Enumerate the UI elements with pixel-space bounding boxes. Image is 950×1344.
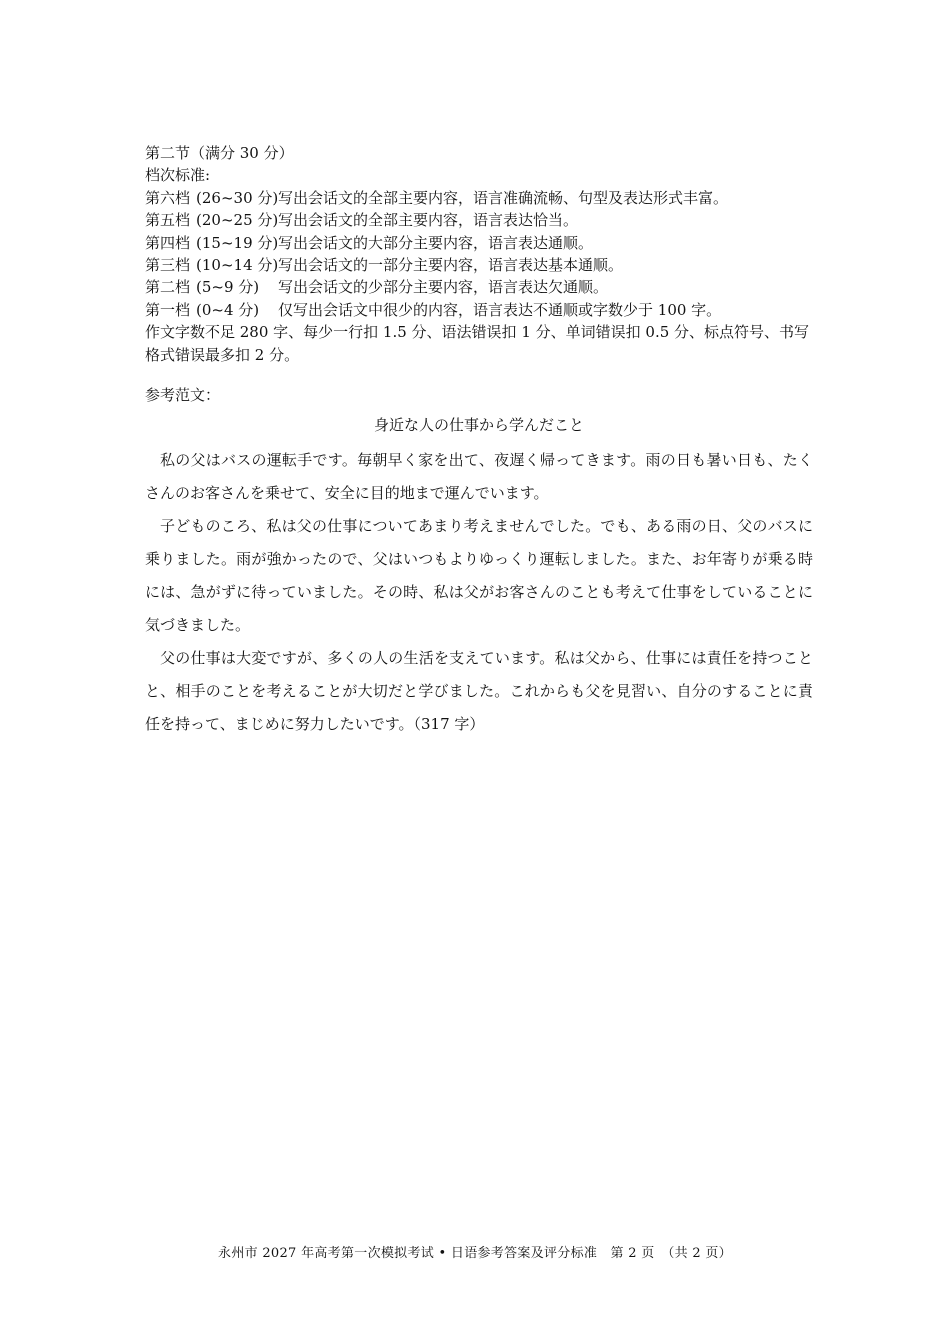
level-row	[145, 187, 813, 209]
deduction-note: 作文字数不足 280 字、每少一行扣 1.5 分、语法错误扣 1 分、单词错误扣 0.5 分、标点符号、书写格式错误最多扣 2 分。	[145, 323, 810, 364]
level-name: 第五档	[145, 211, 191, 230]
level-row	[145, 276, 813, 298]
level-name: 第六档	[145, 188, 191, 207]
level-score: (15~19 分)	[196, 233, 279, 252]
criteria-label: 档次标准:	[145, 166, 211, 185]
section-heading: 第二节（满分 30 分）	[145, 144, 294, 162]
level-row	[145, 232, 813, 254]
essay-paragraph: 父の仕事は大変ですが、多くの人の生活を支えています。私は父から、仕事には責任を持つことと、相手のことを考えることが大切だと学びました。これからも父を見習い、自分のすることに責任を持って、まじめに努力したいです。（317 字）	[145, 649, 813, 734]
level-description: 写出会话文的大部分主要内容，语言表达通顺。	[278, 233, 594, 252]
level-score: (0~4 分)	[196, 300, 260, 319]
level-name: 第四档	[145, 233, 191, 252]
level-score: (10~14 分)	[196, 256, 279, 275]
page-footer: 永州市 2027 年高考第一次模拟考试 • 日语参考答案及评分标准 第 2 页 （共 2 页）	[218, 1246, 732, 1261]
level-row	[145, 254, 813, 276]
grading-levels	[145, 187, 813, 321]
page-content	[145, 142, 813, 741]
level-name: 第三档	[145, 256, 191, 275]
level-description: 写出会话文的少部分主要内容，语言表达欠通顺。	[278, 278, 609, 297]
level-score: (20~25 分)	[196, 211, 279, 230]
level-description: 仅写出会话文中很少的内容，语言表达不通顺或字数少于 100 字。	[278, 300, 722, 319]
spacer	[145, 366, 813, 384]
essay-paragraph: 私の父はバスの運転手です。毎朝早く家を出て、夜遅く帰ってきます。雨の日も暑い日も、たくさんのお客さんを乗せて、安全に目的地まで運んでいます。	[145, 451, 813, 503]
level-score: (26~30 分)	[196, 188, 279, 207]
sample-label: 参考范文：	[145, 386, 221, 405]
level-description: 写出会话文的全部主要内容，语言准确流畅、句型及表达形式丰富。	[278, 188, 729, 207]
essay-body	[145, 444, 813, 741]
level-name: 第二档	[145, 278, 191, 297]
essay-paragraph: 子どものころ、私は父の仕事についてあまり考えませんでした。でも、ある雨の日、父のバスに乗りました。雨が強かったので、父はいつもよりゆっくり運転しました。また、お年寄りが乗る時には、急がずに待っていました。その時、私は父がお客さんのことも考えて仕事をしていることに気づきました。	[145, 517, 813, 635]
level-score: (5~9 分)	[196, 278, 260, 297]
essay-title: 身近な人の仕事から学んだこと	[373, 416, 584, 435]
level-name: 第一档	[145, 300, 191, 319]
level-row	[145, 209, 813, 231]
level-description: 写出会话文的全部主要内容，语言表达恰当。	[278, 211, 579, 230]
level-row	[145, 299, 813, 321]
level-description: 写出会话文的一部分主要内容，语言表达基本通顺。	[278, 256, 624, 275]
